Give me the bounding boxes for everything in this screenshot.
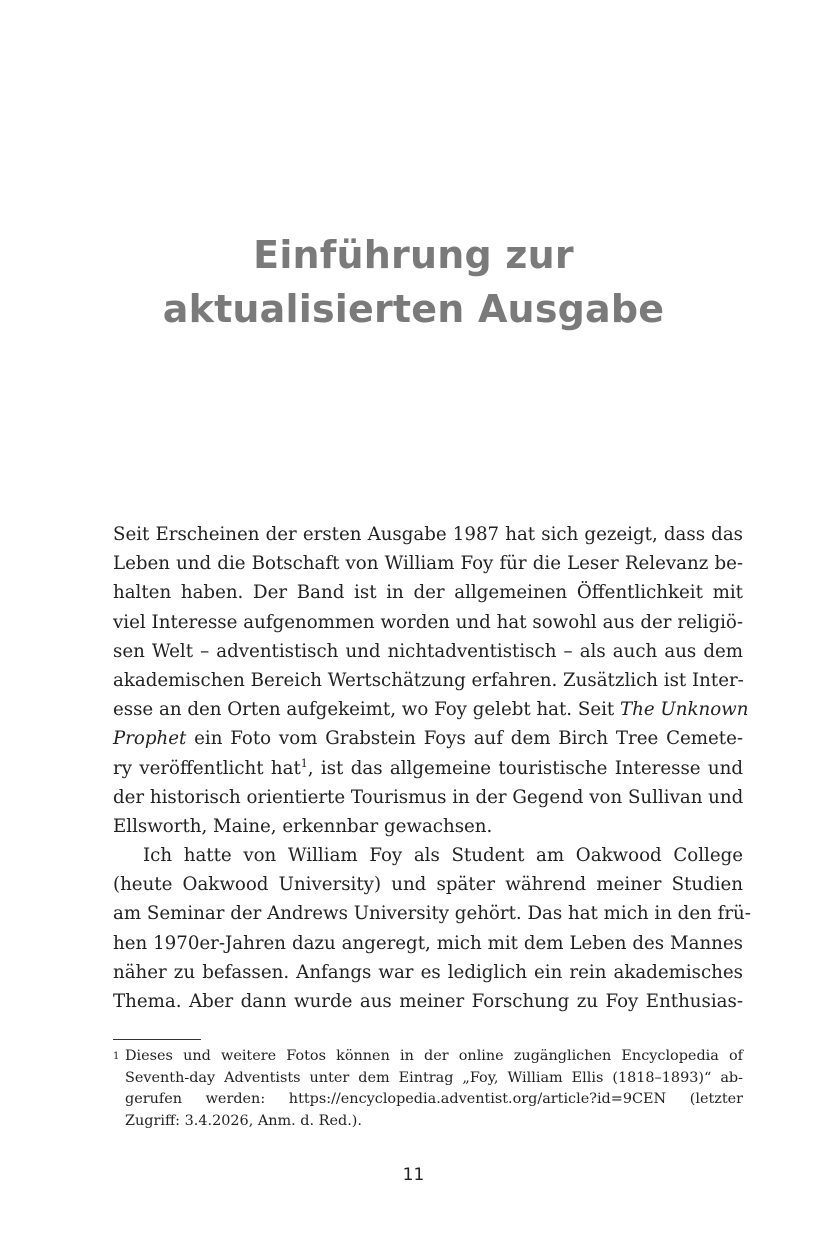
body-line: halten haben. Der Band ist in der allgemeinen Öffentlichkeit mit: [113, 582, 743, 604]
body-text-fragment: ry veröffentlicht hat: [113, 757, 301, 779]
footnote-line: Seventh-day Adventists unter dem Eintrag „Foy, William Ellis (1818–1893)“ ab-: [125, 1069, 743, 1086]
footnote-line: gerufen werden: https://encyclopedia.adventist.org/article?id=9CEN (letzter: [125, 1091, 743, 1107]
chapter-title-line-2: aktualisierten Ausgabe: [162, 287, 665, 331]
body-line: sen Welt – adventistisch und nichtadventistisch – als auch aus dem: [113, 640, 743, 662]
body-line: (heute Oakwood University) und später während meiner Studien: [113, 874, 743, 896]
body-line: akademischen Bereich Wertschätzung erfahren. Zusätzlich ist Inter-: [113, 669, 744, 691]
chapter-title: [0, 228, 827, 336]
book-title-italic: The Unknown: [620, 699, 749, 721]
body-text-fragment: ein Foto vom Grabstein Foys auf dem Birch Tree Cemete-: [194, 728, 743, 750]
footnote-line: Zugriff: 3.4.2026, Anm. d. Red.).: [125, 1112, 362, 1129]
footnote-reference[interactable]: 1: [300, 756, 308, 770]
book-title-italic: Prophet: [113, 728, 187, 750]
body-line: viel Interesse aufgenommen worden und hat sowohl aus der religiö-: [113, 611, 743, 633]
body-line: Leben und die Botschaft von William Foy für die Leser Relevanz be-: [113, 553, 743, 575]
body-line: Ich hatte von William Foy als Student am Oakwood College: [143, 845, 743, 867]
body-text-fragment: , ist das allgemeine touristische Interesse und: [307, 757, 743, 779]
page-number: 11: [402, 1165, 425, 1185]
body-line: Thema. Aber dann wurde aus meiner Forschung zu Foy Enthusias-: [113, 991, 743, 1012]
body-line: am Seminar der Andrews University gehört. Das hat mich in den frü-: [113, 903, 751, 925]
footnote: [113, 1046, 743, 1132]
footnote-divider: [113, 1039, 201, 1040]
body-line: Ellsworth, Maine, erkennbar gewachsen.: [113, 815, 493, 837]
body-line: [113, 754, 743, 783]
body-line: näher zu befassen. Anfangs war es lediglich ein rein akademisches: [113, 961, 743, 983]
chapter-title-line-1: Einführung zur: [253, 233, 574, 277]
footnote-mark: 1: [113, 1051, 120, 1062]
body-text-fragment: esse an den Orten aufgekeimt, wo Foy gelebt hat. Seit: [113, 699, 615, 721]
body-line: [113, 724, 743, 753]
footnote-line: Dieses und weitere Fotos können in der online zugänglichen Encyclopedia of: [125, 1048, 743, 1064]
body-line: Seit Erscheinen der ersten Ausgabe 1987 hat sich gezeigt, dass das: [113, 524, 743, 545]
body-line: hen 1970er-Jahren dazu angeregt, mich mit dem Leben des Mannes: [113, 932, 743, 954]
body-text: [113, 520, 751, 1016]
body-line: der historisch orientierte Tourismus in der Gegend von Sullivan und: [113, 786, 744, 808]
body-line: [113, 695, 749, 724]
